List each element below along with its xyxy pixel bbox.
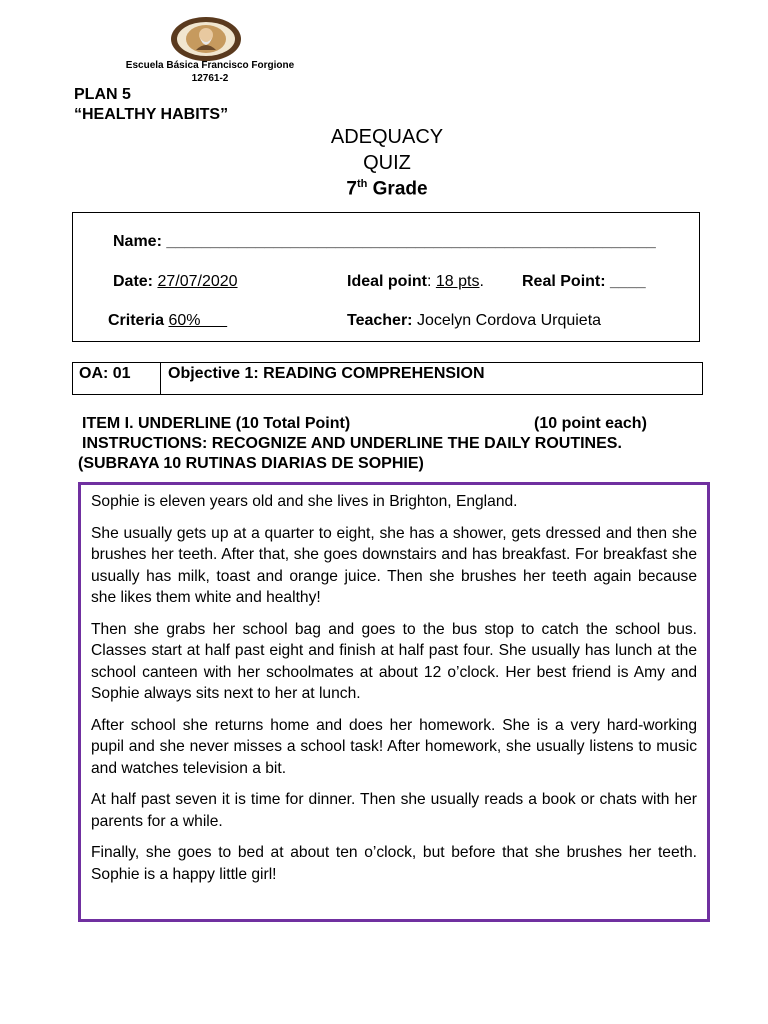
criteria-label: Criteria <box>108 312 169 329</box>
school-code: 12761-2 <box>191 73 229 84</box>
reading-passage-box <box>78 482 710 922</box>
grade-title <box>0 178 768 200</box>
item-points: (10 point each) <box>534 415 647 432</box>
teacher-name: Jocelyn Cordova Urquieta <box>416 312 602 329</box>
name-row <box>113 233 656 251</box>
ideal-point-dot: . <box>479 273 484 290</box>
real-point-label: Real Point: <box>522 273 611 290</box>
name-label: Name <box>113 233 157 250</box>
reading-paragraph[interactable]: Sophie is eleven years old and she lives in Brighton, England. <box>91 493 518 510</box>
quiz-title-line1: ADEQUACY <box>330 126 444 148</box>
reading-paragraph[interactable]: At half past seven it is time for dinner. Then she usually reads a book or chats with her parents for a while. <box>91 791 697 830</box>
objective-text: Objective 1: READING COMPREHENSION <box>168 365 485 382</box>
grade-suffix: th <box>356 178 368 190</box>
reading-paragraph[interactable]: Then she grabs her school bag and goes to the bus stop to catch the school bus. Classes start at half past eight and finish at half past four. She usually has lunch at the school canteen with her schoolmates at about 12 o’clock. Her best friend is Amy and Sophie always sits next to her at lunch. <box>91 620 697 702</box>
real-point-row <box>522 273 646 291</box>
teacher-row <box>347 312 601 330</box>
quiz-title-line2: QUIZ <box>363 152 411 174</box>
date-label: Date: <box>113 273 158 290</box>
plan-title: “HEALTHY HABITS” <box>74 106 229 123</box>
ideal-point-label: Ideal point <box>347 273 427 290</box>
ideal-point-value: 18 pts <box>435 273 480 290</box>
name-field[interactable]: : _______________________________________________________ <box>156 233 656 250</box>
oa-code: OA: 01 <box>73 363 161 394</box>
ideal-point-colon: : <box>427 273 436 290</box>
real-point-field[interactable]: ____ <box>610 273 646 290</box>
school-logo <box>170 16 242 62</box>
grade-number: 7 <box>346 178 357 200</box>
reading-paragraph[interactable]: Finally, she goes to bed at about ten o’clock, but before that she brushes her teeth. Sophie is a happy little girl! <box>91 844 697 883</box>
reading-paragraph[interactable]: After school she returns home and does her homework. She is a very hard-working pupil and she never misses a school task! After homework, she usually listens to music and watches television a bit. <box>91 716 697 777</box>
plan-number: PLAN 5 <box>74 86 131 103</box>
school-name: Escuela Básica Francisco Forgione <box>125 60 295 71</box>
teacher-label: Teacher: <box>347 312 417 329</box>
item-instructions: INSTRUCTIONS: RECOGNIZE AND UNDERLINE THE DAILY ROUTINES. <box>82 435 622 452</box>
item-heading: ITEM I. UNDERLINE (10 Total Point) <box>82 415 351 432</box>
criteria-row <box>108 312 227 330</box>
grade-word: Grade <box>367 178 428 200</box>
reading-paragraph[interactable]: She usually gets up at a quarter to eight, she has a shower, gets dressed and then she brushes her teeth. After that, she goes downstairs and has breakfast. For breakfast she usually has milk, toast and orange juice. Then she brushes her teeth again because she likes them white and healthy! <box>91 524 697 606</box>
item-spanish-instructions: (SUBRAYA 10 RUTINAS DIARIAS DE SOPHIE) <box>78 455 424 472</box>
date-value: 27/07/2020 <box>157 273 238 290</box>
date-row <box>113 273 238 291</box>
ideal-point-row <box>347 273 484 291</box>
objective-table <box>72 362 703 395</box>
criteria-value: 60% <box>168 312 228 329</box>
student-info-box <box>72 212 700 342</box>
